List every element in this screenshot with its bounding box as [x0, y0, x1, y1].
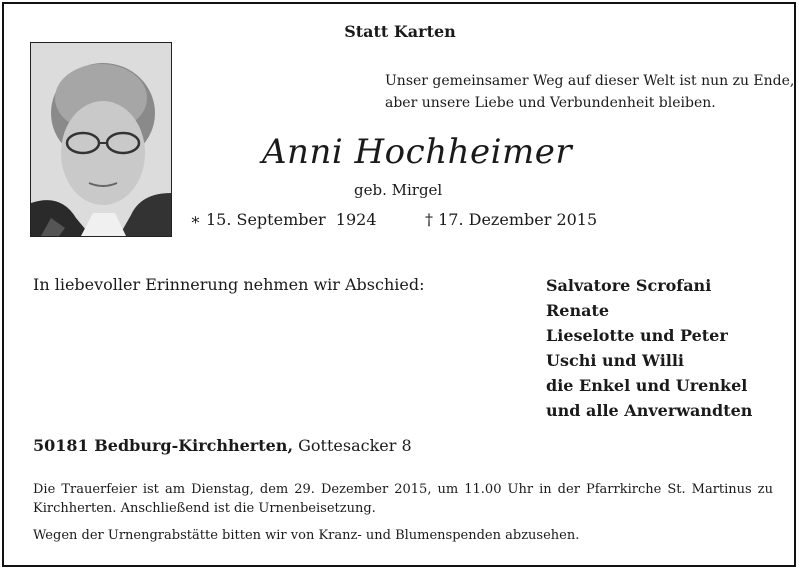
mourner-item: Uschi und Willi: [546, 351, 685, 370]
mourner-item: und alle Anverwandten: [546, 401, 753, 420]
quote-line-1: Unser gemeinsamer Weg auf dieser Welt ist nun zu Ende,: [385, 73, 795, 89]
birth-star-icon: ∗: [190, 210, 201, 229]
notice-header: Statt Karten: [344, 22, 456, 41]
mourner-item: die Enkel und Urenkel: [546, 376, 748, 395]
quote-line-2: aber unsere Liebe und Verbundenheit bleiben.: [385, 95, 716, 111]
birth-name: geb. Mirgel: [354, 181, 443, 199]
mourner-item: Lieselotte und Peter: [546, 326, 728, 345]
address-street: Gottesacker 8: [298, 436, 412, 455]
funeral-info: Die Trauerfeier ist am Dienstag, dem 29. Dezember 2015, um 11.00 Uhr in der Pfarrkirche St. Martinus zu Kirchherten. Anschließend ist die Urnenbeisetzung.: [33, 482, 773, 516]
death-date-line: [425, 210, 597, 229]
death-cross-icon: †: [425, 210, 433, 229]
birth-date: 15. September 1924: [205, 210, 377, 229]
deceased-name: Anni Hochheimer: [262, 132, 573, 172]
memorial-quote: [385, 70, 794, 114]
mourner-item: Renate: [546, 301, 610, 320]
mourner-item: Salvatore Scrofani: [546, 276, 712, 295]
farewell-intro: In liebevoller Erinnerung nehmen wir Abschied:: [33, 275, 425, 294]
portrait-image: [31, 43, 171, 236]
death-date: 17. Dezember 2015: [438, 210, 598, 229]
address-city: 50181 Bedburg-Kirchherten,: [33, 436, 294, 455]
address: [33, 436, 412, 455]
birth-date-line: [190, 210, 377, 229]
portrait-photo: [30, 42, 172, 237]
donation-note: Wegen der Urnengrabstätte bitten wir von Kranz- und Blumenspenden abzusehen.: [33, 528, 580, 543]
mourners-list: [546, 273, 752, 423]
